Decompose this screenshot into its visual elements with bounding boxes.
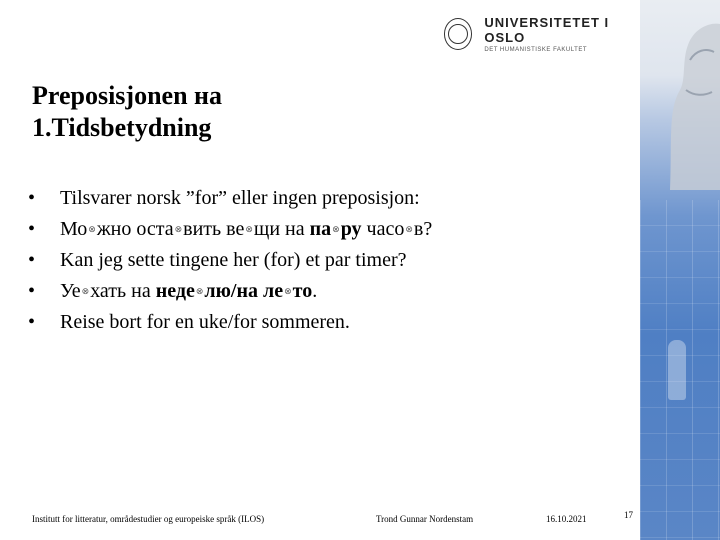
- bullet-item: [28, 245, 628, 276]
- title-line-1: Preposisjonen на: [32, 81, 223, 110]
- bullet-text-fragment: Kan jeg sette tingene her (for) et par timer?: [60, 249, 407, 272]
- stress-mark-icon: ⊗: [332, 224, 340, 235]
- bullet-text-fragment: лю/на ле: [204, 279, 284, 302]
- bullet-text-fragment: щи на: [253, 217, 310, 240]
- bullet-list: [28, 183, 628, 338]
- decorative-figure: [668, 340, 686, 400]
- bullet-marker: •: [28, 217, 36, 240]
- footer-institute: Institutt for litteratur, områdestudier og europeiske språk (ILOS): [32, 514, 265, 524]
- university-logo: [444, 14, 634, 54]
- stress-mark-icon: ⊗: [81, 286, 90, 297]
- statue-image: [660, 0, 720, 190]
- bullet-marker: •: [28, 279, 36, 302]
- stress-mark-icon: ⊗: [245, 224, 253, 235]
- logo-sub-text: DET HUMANISTISKE FAKULTET: [484, 47, 587, 53]
- bullet-text: [60, 307, 350, 338]
- bullet-text-fragment: в?: [413, 217, 433, 240]
- stress-mark-icon: ⊗: [195, 286, 204, 297]
- bullet-text-fragment: жно оста: [96, 217, 174, 240]
- bullet-item: [28, 183, 628, 214]
- stress-mark-icon: ⊗: [174, 224, 183, 235]
- slide-title: [32, 80, 632, 144]
- bullet-marker: •: [28, 187, 36, 209]
- logo-main-text: UNIVERSITETET I OSLO: [484, 15, 610, 45]
- bullet-text-fragment: то: [292, 279, 313, 302]
- bullet-text-fragment: .: [312, 279, 318, 302]
- bullet-item: [28, 307, 628, 338]
- bullet-text-fragment: часо: [361, 217, 405, 240]
- bullet-item: [28, 214, 628, 246]
- bullet-text: [60, 276, 317, 308]
- page-number: 17: [624, 510, 633, 520]
- bullet-marker: •: [28, 311, 36, 334]
- bullet-text-fragment: Reise bort for en uke/for sommeren.: [60, 311, 350, 334]
- bullet-marker: •: [28, 249, 36, 272]
- bullet-text: [60, 183, 420, 214]
- bullet-text-fragment: хать на: [90, 279, 156, 302]
- bullet-text-fragment: неде: [155, 279, 195, 302]
- bullet-text: [60, 245, 407, 276]
- bullet-text-fragment: вить ве: [183, 217, 245, 240]
- bullet-text-fragment: Мо: [60, 217, 88, 240]
- bullet-item: [28, 276, 628, 308]
- bullet-text-fragment: па: [309, 217, 332, 240]
- stress-mark-icon: ⊗: [284, 286, 292, 297]
- footer-date: 16.10.2021: [546, 514, 587, 524]
- stress-mark-icon: ⊗: [405, 224, 413, 235]
- footer-author: Trond Gunnar Nordenstam: [376, 514, 474, 524]
- bullet-text-fragment: Уе: [60, 279, 81, 302]
- bullet-text: [60, 214, 432, 246]
- bullet-text-fragment: Tilsvarer norsk ”for” eller ingen preposisjon:: [60, 187, 420, 209]
- title-line-2: 1.Tidsbetydning: [32, 113, 212, 142]
- bullet-text-fragment: ру: [340, 217, 362, 240]
- stress-mark-icon: ⊗: [88, 224, 96, 235]
- university-seal-icon: [444, 18, 472, 50]
